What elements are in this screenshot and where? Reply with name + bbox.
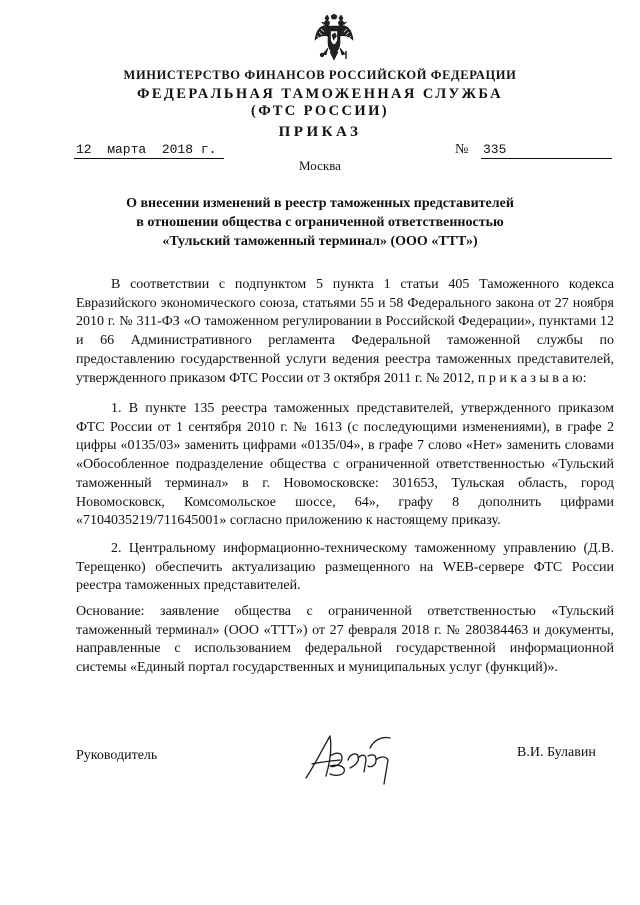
- ministry-name: МИНИСТЕРСТВО ФИНАНСОВ РОССИЙСКОЙ ФЕДЕРАЦИИ: [123, 68, 517, 82]
- agency-short-name: (ФТС РОССИИ): [250, 103, 390, 119]
- document-type-title: ПРИКАЗ: [278, 124, 362, 140]
- signatory-name: В.И. Булавин: [517, 745, 596, 760]
- subject-line: в отношении общества с ограниченной ответственностью: [136, 215, 504, 230]
- signatory-role: Руководитель: [76, 748, 158, 763]
- preamble-paragraph: [76, 276, 614, 388]
- subject-line: О внесении изменений в реестр таможенных представителей: [126, 196, 514, 211]
- agency-block: [0, 86, 640, 120]
- agency-name: ФЕДЕРАЛЬНАЯ ТАМОЖЕННАЯ СЛУЖБА: [136, 86, 503, 102]
- item-2-paragraph: 2. Центральному информационно-техническому таможенному управлению (Д.В. Терещенко) обеспечить актуализацию размещенного на WEB-сервере ФТС России реестра таможенных представителей.: [76, 541, 614, 594]
- order-date: 12 марта 2018 г.: [74, 142, 224, 159]
- order-subject: [0, 194, 640, 251]
- subject-line: «Тульский таможенный терминал» (ООО «ТТТ»): [162, 234, 478, 249]
- preamble-text: В соответствии с подпунктом 5 пункта 1 статьи 405 Таможенного кодекса Евразийского экономического союза, статьями 55 и 58 Федерального закона от 27 ноября 2010 г. № 311-ФЗ «О таможенном регулировании в Российской Федерации», пунктами 12 и 66 Административного регламента Федеральной таможенной службы по предоставлению государственной услуги ведения реестра таможенных представителей, утвержденного приказом ФТС России от 3 октября 2011 г. № 2012,: [76, 277, 614, 386]
- number-sign: №: [455, 142, 469, 157]
- double-headed-eagle-emblem-icon: [313, 14, 355, 64]
- order-word: п р и к а з ы в а ю:: [477, 370, 587, 386]
- handwritten-signature-icon: [300, 726, 395, 786]
- basis-paragraph: Основание: заявление общества с ограниченной ответственностью «Тульский таможенный терминал» (ООО «ТТТ») от 27 февраля 2018 г. № 280384463 и документы, направленные с использованием федеральной государственной информационной системы «Единый портал государственных и муниципальных услуг (функций)».: [76, 604, 614, 676]
- item-1-paragraph: 1. В пункте 135 реестра таможенных представителей, утвержденного приказом ФТС России от 1 сентября 2010 г. № 1613 (с последующими изменениями), в графе 2 цифры «0135/03» заменить цифрами «0135/04», в графе 7 слово «Нет» заменить словами «Обособленное подразделение общества с ограниченной ответственностью «Тульский таможенный терминал» в г. Новомосковске: 301653, Тульская область, город Новомосковск, Комсомольское шоссе, 64», графу 8 дополнить цифрами «7104035219/711645001» согласно приложению к настоящему приказу.: [76, 401, 614, 529]
- order-number: 335: [481, 142, 612, 159]
- city: Москва: [299, 158, 341, 173]
- order-number-line: [455, 142, 610, 158]
